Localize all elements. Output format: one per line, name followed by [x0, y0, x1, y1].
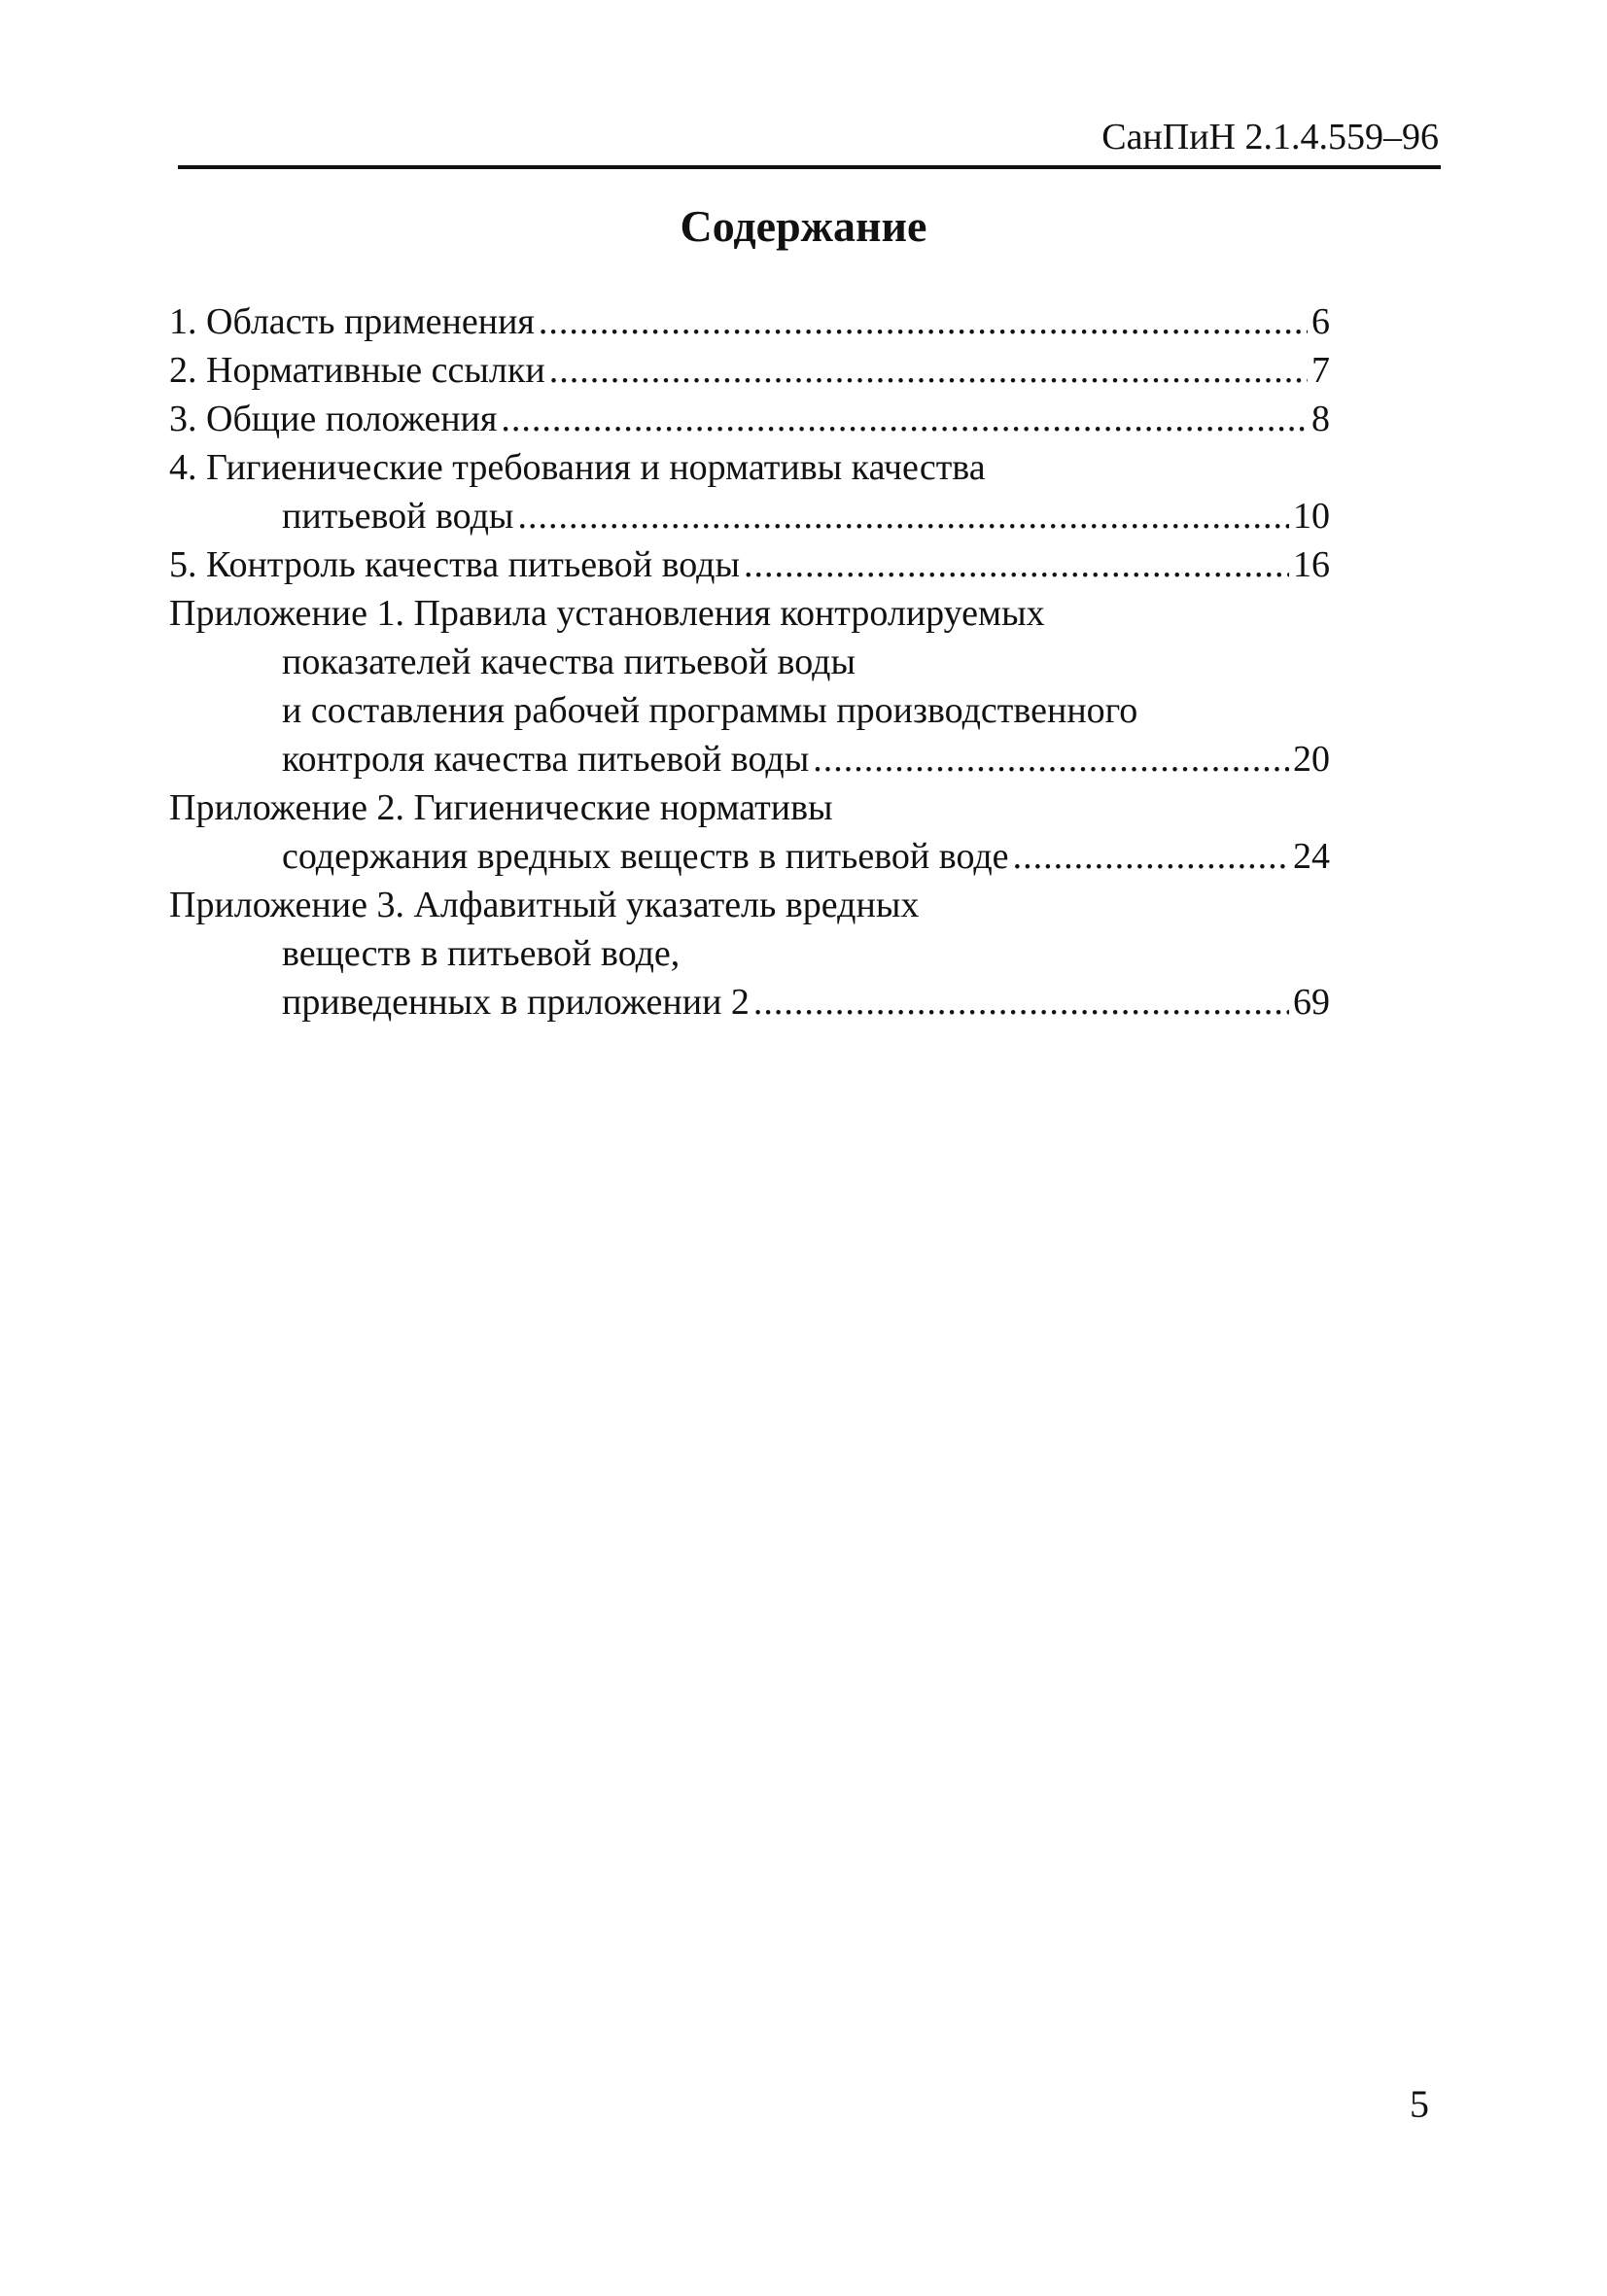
- toc-entry-line: [169, 686, 1330, 735]
- toc-entry[interactable]: [169, 540, 1330, 589]
- toc-page-number: 7: [1311, 350, 1330, 391]
- toc-entry-line: [169, 492, 1330, 540]
- toc-entry-text: 5. Контроль качества питьевой воды: [169, 544, 741, 585]
- toc-entry-text: 4. Гигиенические требования и нормативы качества: [169, 447, 986, 488]
- toc-page-number: 8: [1311, 399, 1330, 439]
- toc-entry-line: [169, 881, 1330, 929]
- table-of-contents: [169, 297, 1330, 1026]
- toc-entry[interactable]: [169, 783, 1330, 881]
- toc-entry-text: содержания вредных веществ в питьевой воде: [282, 836, 1009, 877]
- toc-entry[interactable]: [169, 346, 1330, 395]
- document-code: СанПиН 2.1.4.559–96: [1101, 117, 1439, 157]
- toc-entry-line: [169, 443, 1330, 492]
- leader-dots: [1013, 832, 1289, 881]
- toc-entry[interactable]: [169, 443, 1330, 540]
- toc-entry-text: приведенных в приложении 2: [282, 982, 750, 1023]
- toc-entry-line: [169, 346, 1330, 395]
- toc-entry-text: 1. Область применения: [169, 301, 535, 342]
- toc-entry-text: и составления рабочей программы производственного: [282, 690, 1138, 731]
- toc-entry[interactable]: [169, 395, 1330, 443]
- toc-entry-text: 3. Общие положения: [169, 399, 498, 439]
- toc-page-number: 24: [1293, 836, 1330, 877]
- toc-entry-line: [169, 540, 1330, 589]
- toc-entry-line: [169, 297, 1330, 346]
- toc-page-number: 20: [1293, 739, 1330, 780]
- toc-page-number: 10: [1293, 496, 1330, 537]
- toc-entry-line: [169, 832, 1330, 881]
- toc-entry-line: [169, 783, 1330, 832]
- page-number: 5: [1410, 2082, 1429, 2126]
- leader-dots: [501, 395, 1308, 443]
- toc-entry-text: Приложение 2. Гигиенические нормативы: [169, 787, 833, 828]
- toc-entry[interactable]: [169, 589, 1330, 783]
- toc-entry-line: [169, 978, 1330, 1026]
- leader-dots: [753, 978, 1289, 1026]
- toc-page-number: 16: [1293, 544, 1330, 585]
- toc-entry-line: [169, 638, 1330, 686]
- toc-entry-text: веществ в питьевой воде,: [282, 933, 681, 974]
- toc-page-number: 6: [1311, 301, 1330, 342]
- toc-entry-line: [169, 395, 1330, 443]
- toc-entry-line: [169, 589, 1330, 638]
- leader-dots: [549, 346, 1308, 395]
- toc-entry[interactable]: [169, 881, 1330, 1026]
- toc-entry-line: [169, 735, 1330, 783]
- toc-entry-text: 2. Нормативные ссылки: [169, 350, 545, 391]
- toc-entry[interactable]: [169, 297, 1330, 346]
- toc-page-number: 69: [1293, 982, 1330, 1023]
- leader-dots: [517, 492, 1289, 540]
- leader-dots: [813, 735, 1289, 783]
- toc-entry-text: Приложение 1. Правила установления контролируемых: [169, 593, 1045, 634]
- leader-dots: [539, 297, 1308, 346]
- page-title: Содержание: [680, 201, 927, 251]
- toc-entry-line: [169, 929, 1330, 978]
- leader-dots: [744, 540, 1289, 589]
- toc-entry-text: Приложение 3. Алфавитный указатель вредных: [169, 885, 920, 925]
- header-rule: [178, 165, 1441, 169]
- toc-entry-text: контроля качества питьевой воды: [282, 739, 810, 780]
- toc-entry-text: показателей качества питьевой воды: [282, 642, 856, 682]
- toc-entry-text: питьевой воды: [282, 496, 514, 537]
